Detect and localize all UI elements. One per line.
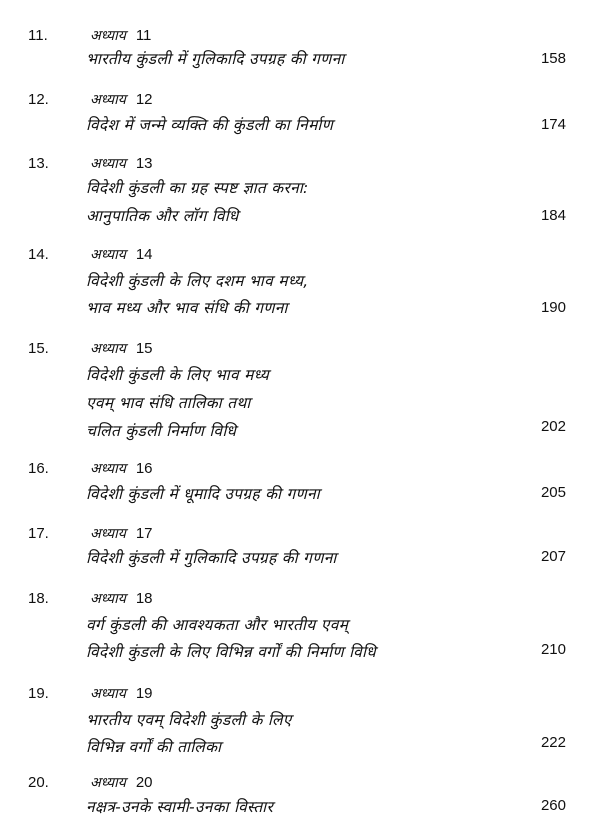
page-number: 222 bbox=[540, 734, 566, 751]
chapter-heading bbox=[90, 339, 153, 359]
chapter-number: 14 bbox=[135, 246, 153, 263]
chapter-heading bbox=[90, 524, 153, 544]
chapter-heading bbox=[90, 684, 153, 704]
chapter-title: भारतीय एवम् विदेशी कुंडली के लिए bbox=[86, 711, 292, 729]
chapter-number: 11 bbox=[135, 27, 152, 44]
chapter-number: 19 bbox=[135, 685, 153, 702]
chapter-title: नक्षत्र-उनके स्वामी-उनका विस्तार bbox=[86, 798, 274, 816]
chapter-word: अध्याय bbox=[90, 461, 126, 477]
chapter-title: विदेशी कुंडली के लिए दशम भाव मध्य, bbox=[86, 272, 309, 290]
entry-number: 17. bbox=[28, 525, 49, 542]
chapter-number: 12 bbox=[135, 91, 153, 108]
entry-number: 20. bbox=[28, 774, 49, 791]
chapter-word: अध्याय bbox=[90, 591, 126, 607]
chapter-number: 13 bbox=[135, 155, 153, 172]
page-number: 205 bbox=[540, 484, 566, 501]
chapter-title: विभिन्न वर्गों की तालिका bbox=[86, 738, 222, 756]
chapter-title: विदेशी कुंडली में गुलिकादि उपग्रह की गणना bbox=[86, 549, 337, 567]
page-number: 260 bbox=[540, 797, 566, 814]
entry-number: 18. bbox=[28, 590, 49, 607]
chapter-number: 18 bbox=[135, 590, 153, 607]
page-number: 207 bbox=[540, 548, 566, 565]
entry-number: 15. bbox=[28, 340, 49, 357]
chapter-heading bbox=[90, 26, 151, 46]
page-number: 158 bbox=[540, 50, 566, 67]
chapter-title: विदेशी कुंडली का ग्रह स्पष्ट ज्ञात करना: bbox=[86, 179, 309, 197]
entry-number: 11. bbox=[28, 27, 48, 44]
chapter-word: अध्याय bbox=[90, 775, 126, 791]
chapter-word: अध्याय bbox=[90, 686, 126, 702]
chapter-heading bbox=[90, 773, 153, 793]
page-number: 202 bbox=[540, 418, 566, 435]
chapter-title: वर्ग कुंडली की आवश्यकता और भारतीय एवम् bbox=[86, 616, 349, 634]
entry-number: 19. bbox=[28, 685, 49, 702]
chapter-word: अध्याय bbox=[90, 526, 126, 542]
chapter-word: अध्याय bbox=[90, 28, 126, 44]
chapter-title: विदेशी कुंडली में धूमादि उपग्रह की गणना bbox=[86, 485, 320, 503]
entry-number: 13. bbox=[28, 155, 49, 172]
chapter-title: भारतीय कुंडली में गुलिकादि उपग्रह की गणना bbox=[86, 50, 345, 68]
chapter-heading bbox=[90, 90, 153, 110]
chapter-title: विदेशी कुंडली के लिए भाव मध्य bbox=[86, 366, 270, 384]
chapter-title: विदेशी कुंडली के लिए विभिन्न वर्गों की निर्माण विधि bbox=[86, 643, 376, 661]
chapter-number: 20 bbox=[135, 774, 153, 791]
chapter-title: विदेश में जन्मे व्यक्ति की कुंडली का निर्माण bbox=[86, 116, 334, 134]
chapter-word: अध्याय bbox=[90, 341, 126, 357]
chapter-heading bbox=[90, 154, 153, 174]
chapter-title: एवम् भाव संधि तालिका तथा bbox=[86, 394, 251, 412]
chapter-title: भाव मध्य और भाव संधि की गणना bbox=[86, 299, 288, 317]
chapter-title: आनुपातिक और लॉग विधि bbox=[86, 207, 239, 225]
chapter-title: चलित कुंडली निर्माण विधि bbox=[86, 422, 237, 440]
chapter-number: 15 bbox=[135, 340, 153, 357]
chapter-heading bbox=[90, 589, 153, 609]
page-number: 174 bbox=[540, 116, 566, 133]
chapter-heading bbox=[90, 459, 153, 479]
chapter-number: 16 bbox=[135, 460, 153, 477]
entry-number: 12. bbox=[28, 91, 49, 108]
chapter-number: 17 bbox=[135, 525, 153, 542]
page-number: 190 bbox=[540, 299, 566, 316]
chapter-word: अध्याय bbox=[90, 92, 126, 108]
page-number: 184 bbox=[540, 207, 566, 224]
entry-number: 14. bbox=[28, 246, 49, 263]
chapter-heading bbox=[90, 245, 153, 265]
chapter-word: अध्याय bbox=[90, 156, 126, 172]
chapter-word: अध्याय bbox=[90, 247, 126, 263]
page-number: 210 bbox=[540, 641, 566, 658]
entry-number: 16. bbox=[28, 460, 49, 477]
